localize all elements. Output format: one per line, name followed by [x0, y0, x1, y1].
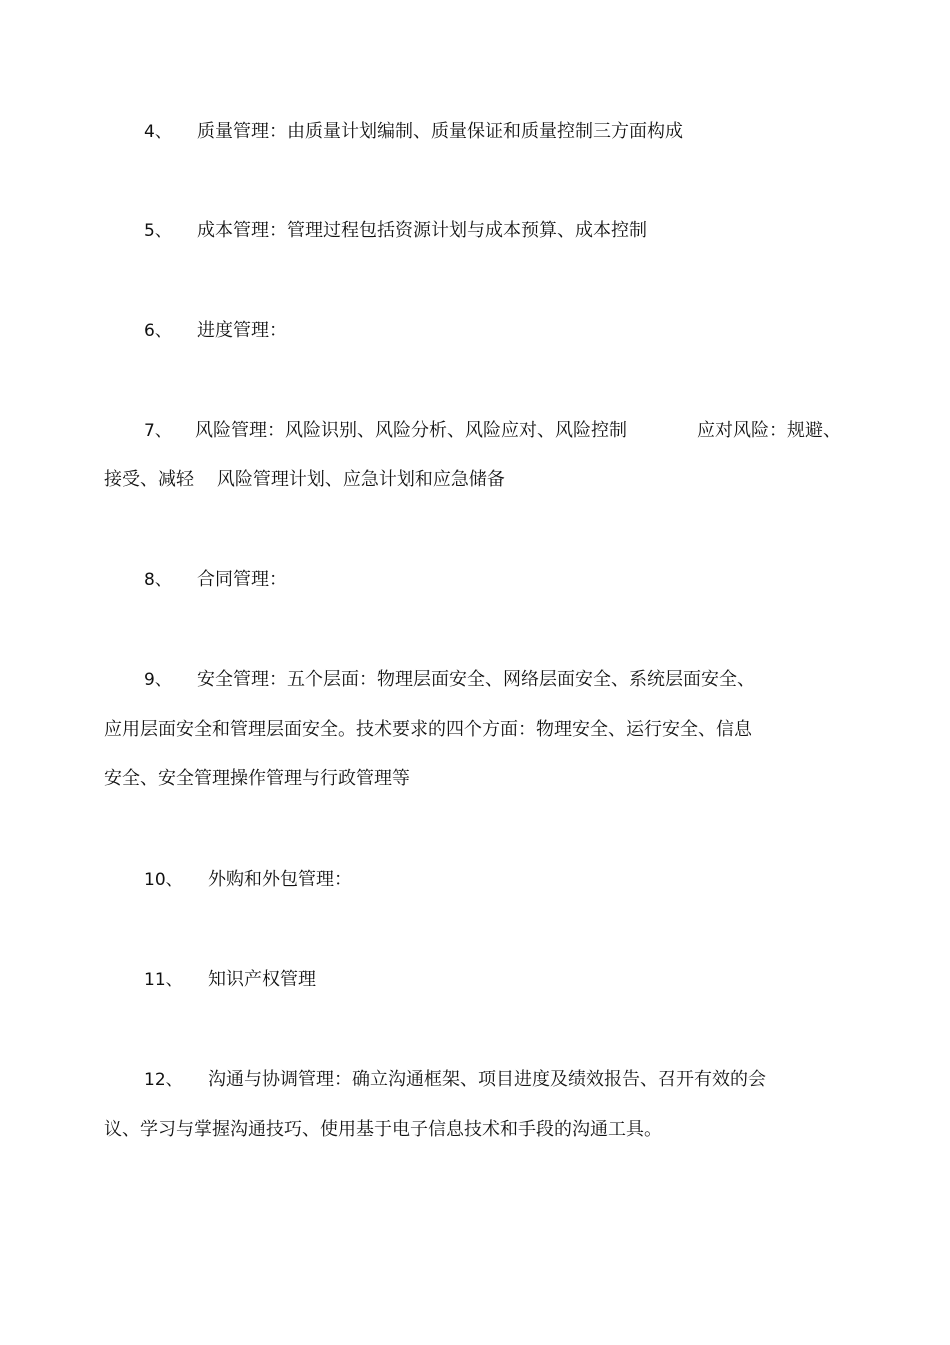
item-text: 合同管理： — [197, 569, 287, 590]
item-number: 12、 — [144, 1070, 183, 1090]
item-text: 知识产权管理 — [208, 969, 316, 990]
item-number: 4、 — [144, 122, 172, 142]
item-text: 质量管理：由质量计划编制、质量保证和质量控制三方面构成 — [197, 121, 683, 142]
item-number: 10、 — [144, 870, 183, 890]
item-number: 11、 — [144, 970, 183, 990]
item-text: 进度管理： — [197, 320, 287, 341]
item-text: 外购和外包管理： — [208, 869, 352, 890]
item-text: 沟通与协调管理：确立沟通框架、项目进度及绩效报告、召开有效的会 — [208, 1069, 766, 1090]
item-number: 7、 — [144, 421, 172, 441]
item-number: 8、 — [144, 570, 172, 590]
item-number: 6、 — [144, 321, 172, 341]
item-number: 9、 — [144, 670, 172, 690]
item-continuation-line: 应用层面安全和管理层面安全。技术要求的四个方面：物理安全、运行安全、信息 — [104, 719, 752, 740]
item-continuation-line: 安全、安全管理操作管理与行政管理等 — [104, 768, 410, 789]
item-text: 安全管理：五个层面：物理层面安全、网络层面安全、系统层面安全、 — [197, 669, 755, 690]
item-text: 风险管理：风险识别、风险分析、风险应对、风险控制 — [195, 420, 627, 441]
item-text: 成本管理：管理过程包括资源计划与成本预算、成本控制 — [197, 220, 647, 241]
item-number: 5、 — [144, 221, 172, 241]
item-continuation-line: 议、学习与掌握沟通技巧、使用基于电子信息技术和手段的沟通工具。 — [104, 1119, 662, 1140]
item-continuation-line: 接受、减轻 风险管理计划、应急计划和应急储备 — [104, 469, 505, 490]
item-text-continued: 应对风险：规避、 — [697, 420, 841, 441]
